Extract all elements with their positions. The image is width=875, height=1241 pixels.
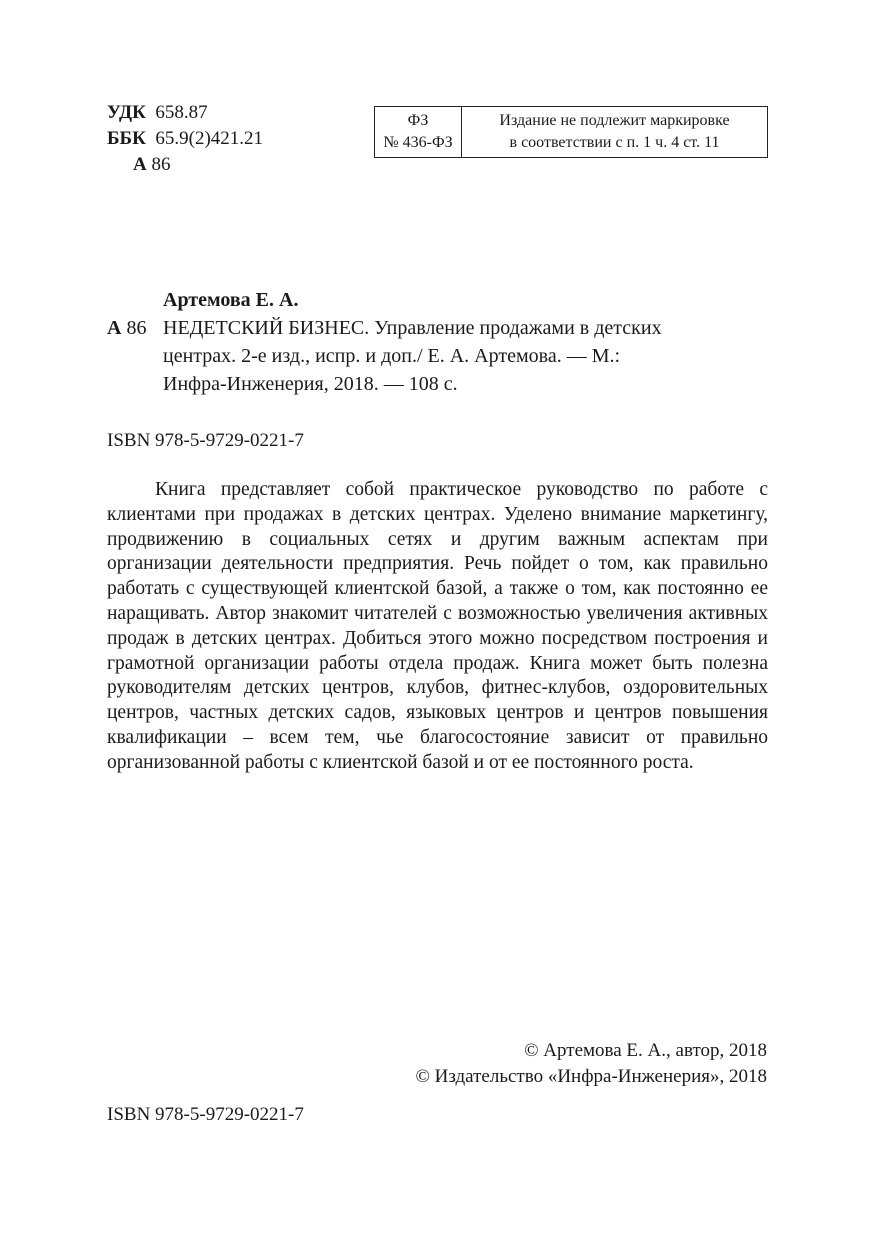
bibliographic-record bbox=[107, 286, 767, 398]
description-line-3: Инфра-Инженерия, 2018. — 108 с. bbox=[163, 373, 458, 395]
classification-codes bbox=[107, 100, 263, 178]
author-index-number: 86 bbox=[126, 317, 147, 339]
bibliographic-entry bbox=[107, 314, 767, 398]
annotation-paragraph: Книга представляет собой практическое руководство по работе с клиентами при продажах в детских центрах. Уделено внимание маркетингу, продвижению в социальных сетях и другим важным аспектам при организации деятельности предприятия. Речь пойдет о том, как правильно работать с существующей клиентской базой, а также о том, как постоянно ее наращивать. Автор знакомит читателей с возможностью увеличения активных продаж в детских центрах. Добиться этого можно посредством построения и грамотной организации работы отдела продаж. Книга может быть полезна руководителям детских центров, клубов, фитнес-клубов, оздоровительных центров, частных детских садов, языковых центров и центров повышения квалификации – всем тем, чье благосостояние зависит от правильно организованной работы с клиентской базой и от ее постоянного роста. bbox=[107, 479, 768, 773]
copyright-author: © Артемова Е. А., автор, 2018 bbox=[524, 1040, 767, 1061]
author-mark-letter: А bbox=[133, 154, 147, 175]
udk-label: УДК bbox=[107, 102, 146, 123]
law-notice-box bbox=[374, 106, 768, 158]
bbk-label: ББК bbox=[107, 128, 146, 149]
bbk-row bbox=[107, 126, 263, 152]
udk-value: 658.87 bbox=[155, 102, 208, 123]
marking-note-line-2: в соответствии с п. 1 ч. 4 ст. 11 bbox=[509, 134, 720, 151]
marking-note bbox=[462, 107, 767, 157]
law-line-1: ФЗ bbox=[407, 112, 429, 129]
law-line-2: № 436-ФЗ bbox=[383, 134, 453, 151]
author-index-letter: А bbox=[107, 317, 122, 339]
description-line-2: центрах. 2-е изд., испр. и доп./ Е. А. Артемова. — М.: bbox=[163, 345, 621, 367]
bibliographic-description bbox=[163, 314, 767, 398]
bbk-value: 65.9(2)421.21 bbox=[155, 128, 264, 149]
udk-row bbox=[107, 100, 263, 126]
isbn-top: ISBN 978-5-9729-0221-7 bbox=[107, 430, 304, 451]
copyright-block bbox=[415, 1038, 767, 1090]
description-line-1: НЕДЕТСКИЙ БИЗНЕС. Управление продажами в детских bbox=[163, 317, 662, 339]
copyright-publisher: © Издательство «Инфра-Инженерия», 2018 bbox=[415, 1066, 767, 1087]
law-reference bbox=[375, 107, 462, 157]
author-mark-number: 86 bbox=[151, 154, 171, 175]
marking-note-line-1: Издание не подлежит маркировке bbox=[499, 112, 730, 129]
author-name: Артемова Е. А. bbox=[163, 289, 299, 311]
author-index bbox=[107, 314, 163, 398]
author-mark-row bbox=[107, 152, 263, 178]
isbn-bottom: ISBN 978-5-9729-0221-7 bbox=[107, 1104, 304, 1125]
